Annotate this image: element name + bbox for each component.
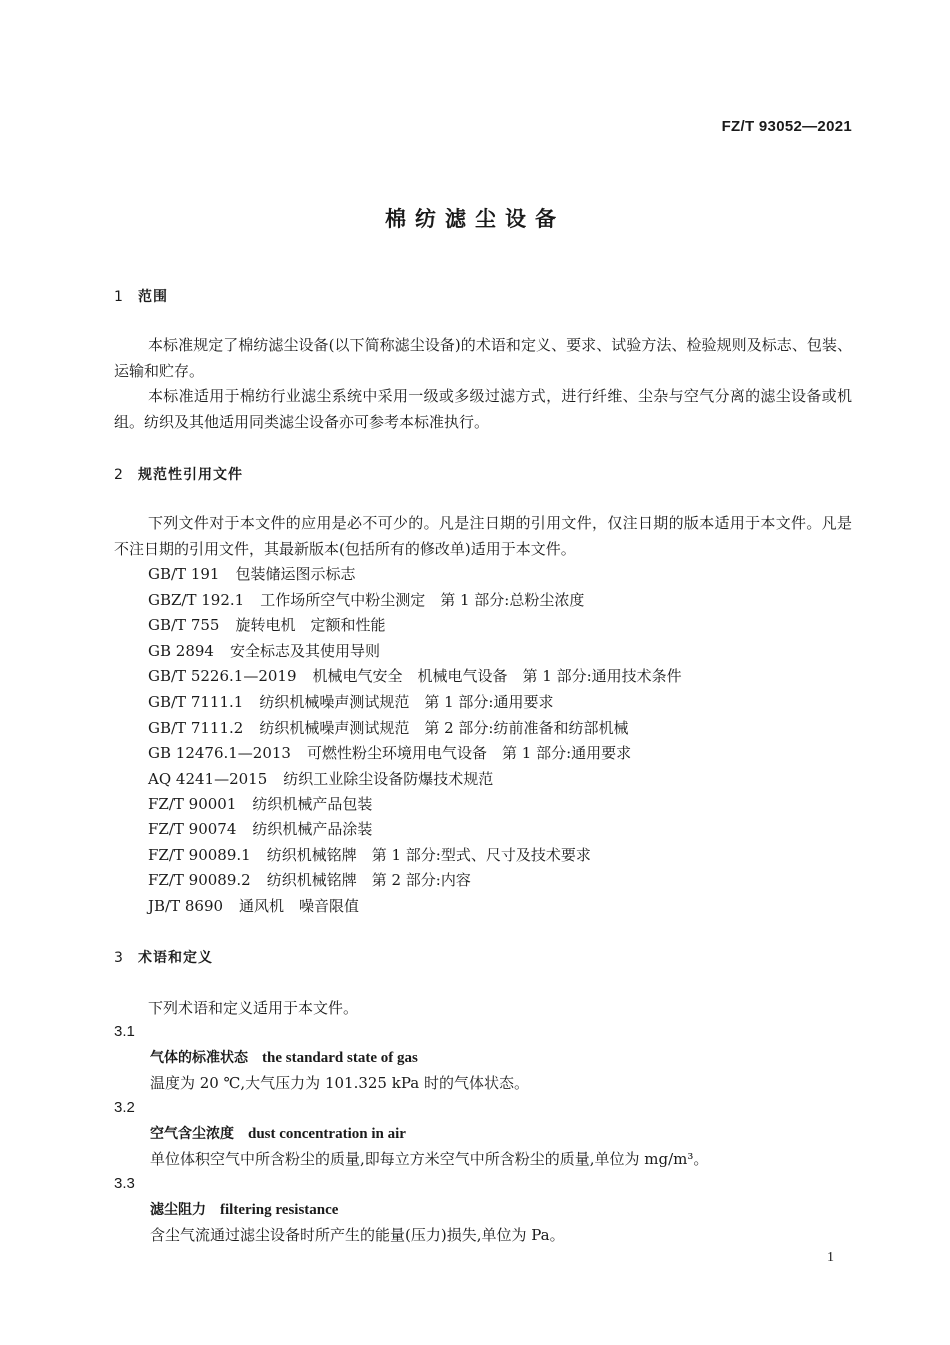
reference-item	[148, 665, 682, 686]
section-3-heading	[114, 947, 213, 967]
reference-item	[148, 818, 372, 839]
reference-title: 工作场所空气中粉尘测定 第 1 部分:总粉尘浓度	[260, 591, 585, 609]
term-definition: 含尘气流通过滤尘设备时所产生的能量(压力)损失,单位为 Pa。	[150, 1226, 565, 1244]
term-name-zh: 气体的标准状态	[150, 1050, 248, 1066]
reference-code: FZ/T 90074	[148, 820, 237, 838]
reference-item	[148, 793, 372, 814]
reference-item	[148, 869, 471, 890]
document-title: 棉纺滤尘设备	[385, 207, 565, 231]
reference-item	[148, 742, 631, 763]
term-definition: 单位体积空气中所含粉尘的质量,即每立方米空气中所含粉尘的质量,单位为 mg/m³。	[150, 1150, 709, 1168]
reference-item	[148, 589, 584, 610]
reference-code: GBZ/T 192.1	[148, 591, 245, 609]
reference-title: 安全标志及其使用导则	[229, 642, 380, 660]
scope-paragraph-2: 本标准适用于棉纺行业滤尘系统中采用一级或多级过滤方式，进行纤维、尘杂与空气分离的滤尘设备或机组。纺织及其他适用同类滤尘设备亦可参考本标准执行。	[114, 387, 852, 431]
page-number: 1	[827, 1250, 834, 1265]
term-name	[150, 1199, 338, 1219]
term-name-zh: 滤尘阻力	[150, 1202, 206, 1218]
section-2-heading	[114, 464, 243, 484]
reference-item	[148, 640, 380, 661]
scope-paragraph-1: 本标准规定了棉纺滤尘设备(以下简称滤尘设备)的术语和定义、要求、试验方法、检验规则及标志、包装、运输和贮存。	[114, 336, 852, 380]
reference-item	[148, 844, 591, 865]
reference-code: GB 2894	[148, 642, 214, 660]
reference-item	[148, 895, 359, 916]
reference-item	[148, 563, 355, 584]
reference-title: 纺织机械产品涂装	[252, 820, 373, 838]
term-name-en: dust concentration in air	[248, 1126, 406, 1142]
reference-title: 纺织工业除尘设备防爆技术规范	[283, 770, 494, 788]
reference-title: 纺织机械铭牌 第 2 部分:内容	[266, 871, 471, 889]
section-number: 1	[114, 289, 123, 305]
term-name-en: the standard state of gas	[262, 1050, 418, 1066]
reference-code: FZ/T 90089.1	[148, 846, 251, 864]
term-definition: 温度为 20 ℃,大气压力为 101.325 kPa 时的气体状态。	[150, 1074, 529, 1092]
term-name	[150, 1123, 406, 1143]
reference-title: 可燃性粉尘环境用电气设备 第 1 部分:通用要求	[306, 744, 632, 762]
term-number: 3.2	[114, 1099, 135, 1116]
reference-title: 包装储运图示标志	[235, 565, 356, 583]
reference-title: 旋转电机 定额和性能	[235, 616, 386, 634]
reference-code: GB/T 7111.1	[148, 693, 244, 711]
term-name	[150, 1047, 418, 1067]
section-1-heading	[114, 286, 168, 306]
section-title: 范围	[138, 289, 168, 305]
reference-item	[148, 614, 385, 635]
reference-title: 纺织机械噪声测试规范 第 2 部分:纺前准备和纺部机械	[259, 719, 629, 737]
term-number: 3.3	[114, 1175, 135, 1192]
term-name-en: filtering resistance	[220, 1202, 339, 1218]
reference-code: GB/T 7111.2	[148, 719, 244, 737]
reference-item	[148, 691, 553, 712]
reference-item	[148, 717, 628, 738]
reference-code: FZ/T 90089.2	[148, 871, 251, 889]
term-number: 3.1	[114, 1023, 135, 1040]
standard-code: FZ/T 93052—2021	[721, 118, 852, 135]
section-title: 规范性引用文件	[138, 467, 243, 483]
section-title: 术语和定义	[138, 950, 213, 966]
term-name-zh: 空气含尘浓度	[150, 1126, 234, 1142]
reference-title: 纺织机械铭牌 第 1 部分:型式、尺寸及技术要求	[266, 846, 591, 864]
references-intro: 下列文件对于本文件的应用是必不可少的。凡是注日期的引用文件，仅注日期的版本适用于本文件。凡是不注日期的引用文件，其最新版本(包括所有的修改单)适用于本文件。	[114, 514, 852, 558]
reference-code: FZ/T 90001	[148, 795, 237, 813]
reference-code: JB/T 8690	[148, 897, 224, 915]
reference-code: AQ 4241—2015	[148, 770, 268, 788]
section-number: 3	[114, 950, 123, 966]
reference-title: 纺织机械噪声测试规范 第 1 部分:通用要求	[259, 693, 554, 711]
reference-title: 纺织机械产品包装	[252, 795, 373, 813]
reference-code: GB/T 5226.1—2019	[148, 667, 297, 685]
section-number: 2	[114, 467, 123, 483]
reference-code: GB/T 755	[148, 616, 220, 634]
reference-code: GB 12476.1—2013	[148, 744, 291, 762]
reference-title: 通风机 噪音限值	[239, 897, 360, 915]
reference-code: GB/T 191	[148, 565, 220, 583]
terms-intro: 下列术语和定义适用于本文件。	[148, 999, 359, 1017]
reference-item	[148, 768, 493, 789]
reference-title: 机械电气安全 机械电气设备 第 1 部分:通用技术条件	[312, 667, 682, 685]
